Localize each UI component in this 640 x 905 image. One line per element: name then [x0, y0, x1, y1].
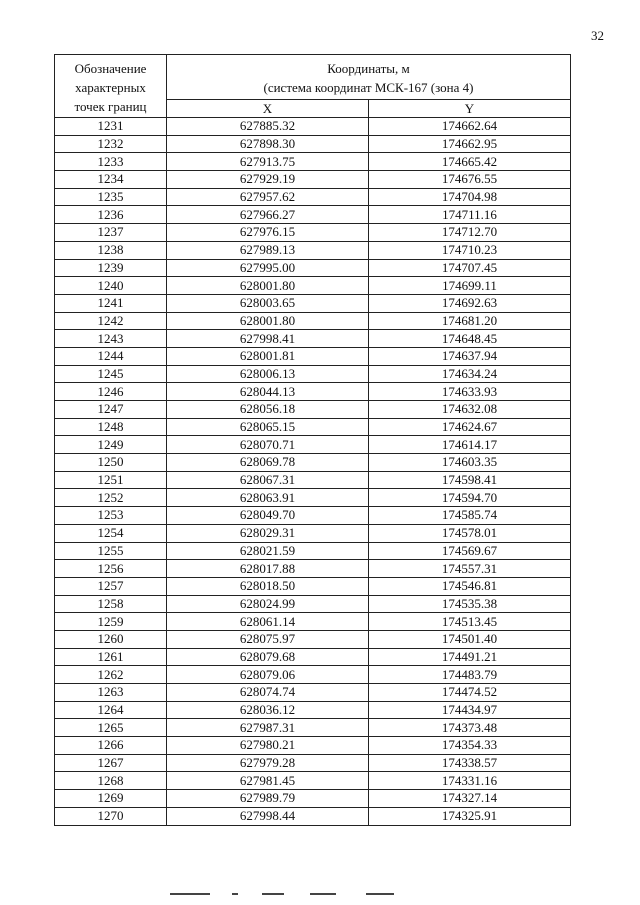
point-id-cell: 1233	[55, 153, 167, 171]
table-row	[55, 754, 571, 772]
point-id-cell: 1270	[55, 807, 167, 825]
x-coordinate-cell: 628079.06	[167, 666, 369, 684]
point-id-cell: 1263	[55, 684, 167, 702]
x-coordinate-cell: 628067.31	[167, 471, 369, 489]
x-coordinate-cell: 628079.68	[167, 648, 369, 666]
y-coordinate-cell: 174373.48	[369, 719, 571, 737]
table-row	[55, 259, 571, 277]
point-id-cell: 1240	[55, 277, 167, 295]
y-coordinate-cell: 174501.40	[369, 630, 571, 648]
point-id-cell: 1253	[55, 507, 167, 525]
x-coordinate-cell: 627957.62	[167, 188, 369, 206]
table-row	[55, 312, 571, 330]
table-row	[55, 772, 571, 790]
point-id-cell: 1258	[55, 595, 167, 613]
x-coordinate-cell: 627989.79	[167, 790, 369, 808]
table-row	[55, 577, 571, 595]
table-row	[55, 595, 571, 613]
y-coordinate-cell: 174676.55	[369, 171, 571, 189]
footer-scan-marks	[170, 893, 410, 899]
y-coordinate-cell: 174707.45	[369, 259, 571, 277]
point-id-cell: 1239	[55, 259, 167, 277]
x-coordinate-cell: 628001.81	[167, 347, 369, 365]
x-coordinate-cell: 628069.78	[167, 454, 369, 472]
point-id-cell: 1232	[55, 135, 167, 153]
table-row	[55, 171, 571, 189]
y-coordinate-cell: 174594.70	[369, 489, 571, 507]
y-coordinate-cell: 174327.14	[369, 790, 571, 808]
point-id-cell: 1260	[55, 630, 167, 648]
table-row	[55, 436, 571, 454]
x-coordinate-cell: 627998.41	[167, 330, 369, 348]
x-coordinate-cell: 628061.14	[167, 613, 369, 631]
table-row	[55, 489, 571, 507]
table-body	[55, 118, 571, 826]
y-coordinate-cell: 174474.52	[369, 684, 571, 702]
y-coordinate-cell: 174632.08	[369, 401, 571, 419]
point-id-cell: 1246	[55, 383, 167, 401]
coordinates-table	[54, 54, 571, 826]
y-coordinate-cell: 174633.93	[369, 383, 571, 401]
point-id-cell: 1265	[55, 719, 167, 737]
y-coordinate-cell: 174681.20	[369, 312, 571, 330]
point-id-cell: 1247	[55, 401, 167, 419]
table-row	[55, 224, 571, 242]
point-id-cell: 1257	[55, 577, 167, 595]
x-coordinate-cell: 628063.91	[167, 489, 369, 507]
x-coordinate-cell: 628017.88	[167, 560, 369, 578]
x-column-header: X	[167, 100, 369, 118]
table-row	[55, 241, 571, 259]
table-row	[55, 560, 571, 578]
table-row	[55, 630, 571, 648]
point-id-cell: 1267	[55, 754, 167, 772]
table-header	[55, 55, 571, 118]
y-coordinate-cell: 174665.42	[369, 153, 571, 171]
point-id-cell: 1238	[55, 241, 167, 259]
y-coordinate-cell: 174711.16	[369, 206, 571, 224]
table-row	[55, 648, 571, 666]
point-id-cell: 1241	[55, 294, 167, 312]
point-id-cell: 1236	[55, 206, 167, 224]
y-coordinate-cell: 174699.11	[369, 277, 571, 295]
y-coordinate-cell: 174585.74	[369, 507, 571, 525]
x-coordinate-cell: 628001.80	[167, 277, 369, 295]
table-row	[55, 666, 571, 684]
x-coordinate-cell: 627979.28	[167, 754, 369, 772]
point-id-cell: 1259	[55, 613, 167, 631]
table-row	[55, 153, 571, 171]
x-coordinate-cell: 627980.21	[167, 737, 369, 755]
table-row	[55, 737, 571, 755]
coordinates-header-line-1: Координаты, м	[327, 60, 410, 76]
table-row	[55, 188, 571, 206]
point-id-cell: 1269	[55, 790, 167, 808]
table-row	[55, 454, 571, 472]
y-coordinate-cell: 174513.45	[369, 613, 571, 631]
x-coordinate-cell: 628001.80	[167, 312, 369, 330]
point-id-cell: 1245	[55, 365, 167, 383]
y-coordinate-cell: 174603.35	[369, 454, 571, 472]
x-coordinate-cell: 628070.71	[167, 436, 369, 454]
x-coordinate-cell: 627885.32	[167, 118, 369, 136]
y-coordinate-cell: 174712.70	[369, 224, 571, 242]
point-id-cell: 1234	[55, 171, 167, 189]
table-row	[55, 294, 571, 312]
point-id-cell: 1256	[55, 560, 167, 578]
x-coordinate-cell: 628065.15	[167, 418, 369, 436]
x-coordinate-cell: 628036.12	[167, 701, 369, 719]
y-coordinate-cell: 174535.38	[369, 595, 571, 613]
coordinates-header-line-2: (система координат МСК-167 (зона 4)	[263, 79, 474, 95]
x-coordinate-cell: 627998.44	[167, 807, 369, 825]
table-row	[55, 807, 571, 825]
x-coordinate-cell: 627976.15	[167, 224, 369, 242]
y-coordinate-cell: 174692.63	[369, 294, 571, 312]
y-coordinate-cell: 174491.21	[369, 648, 571, 666]
x-coordinate-cell: 628003.65	[167, 294, 369, 312]
x-coordinate-cell: 627898.30	[167, 135, 369, 153]
x-coordinate-cell: 627966.27	[167, 206, 369, 224]
x-coordinate-cell: 628049.70	[167, 507, 369, 525]
x-coordinate-cell: 627989.13	[167, 241, 369, 259]
table-row	[55, 330, 571, 348]
y-coordinate-cell: 174662.64	[369, 118, 571, 136]
x-coordinate-cell: 627995.00	[167, 259, 369, 277]
point-id-cell: 1262	[55, 666, 167, 684]
point-id-cell: 1252	[55, 489, 167, 507]
y-coordinate-cell: 174704.98	[369, 188, 571, 206]
y-coordinate-cell: 174634.24	[369, 365, 571, 383]
y-coordinate-cell: 174338.57	[369, 754, 571, 772]
y-coordinate-cell: 174614.17	[369, 436, 571, 454]
x-coordinate-cell: 628024.99	[167, 595, 369, 613]
y-coordinate-cell: 174598.41	[369, 471, 571, 489]
point-id-cell: 1250	[55, 454, 167, 472]
table-row	[55, 719, 571, 737]
point-header-line-2: характерных	[75, 80, 146, 95]
x-coordinate-cell: 628021.59	[167, 542, 369, 560]
table-row	[55, 277, 571, 295]
table-row	[55, 118, 571, 136]
table-row	[55, 206, 571, 224]
y-coordinate-cell: 174331.16	[369, 772, 571, 790]
point-id-cell: 1261	[55, 648, 167, 666]
y-coordinate-cell: 174662.95	[369, 135, 571, 153]
point-id-cell: 1248	[55, 418, 167, 436]
x-coordinate-cell: 627987.31	[167, 719, 369, 737]
y-coordinate-cell: 174637.94	[369, 347, 571, 365]
y-coordinate-cell: 174546.81	[369, 577, 571, 595]
y-coordinate-cell: 174354.33	[369, 737, 571, 755]
table-row	[55, 418, 571, 436]
y-coordinate-cell: 174434.97	[369, 701, 571, 719]
y-coordinate-cell: 174557.31	[369, 560, 571, 578]
point-id-cell: 1242	[55, 312, 167, 330]
point-id-cell: 1244	[55, 347, 167, 365]
x-coordinate-cell: 627913.75	[167, 153, 369, 171]
table-row	[55, 347, 571, 365]
y-coordinate-cell: 174648.45	[369, 330, 571, 348]
x-coordinate-cell: 628056.18	[167, 401, 369, 419]
table-row	[55, 613, 571, 631]
point-id-cell: 1243	[55, 330, 167, 348]
y-column-header: Y	[369, 100, 571, 118]
table-row	[55, 135, 571, 153]
point-id-cell: 1264	[55, 701, 167, 719]
table-row	[55, 790, 571, 808]
table-row	[55, 383, 571, 401]
y-coordinate-cell: 174624.67	[369, 418, 571, 436]
x-coordinate-cell: 628074.74	[167, 684, 369, 702]
x-coordinate-cell: 627929.19	[167, 171, 369, 189]
point-column-header	[55, 55, 167, 118]
point-id-cell: 1255	[55, 542, 167, 560]
point-id-cell: 1268	[55, 772, 167, 790]
point-id-cell: 1231	[55, 118, 167, 136]
page-number: 32	[591, 28, 604, 43]
y-coordinate-cell: 174569.67	[369, 542, 571, 560]
table-row	[55, 471, 571, 489]
point-header-line-1: Обозначение	[74, 61, 147, 76]
x-coordinate-cell: 628029.31	[167, 524, 369, 542]
x-coordinate-cell: 628044.13	[167, 383, 369, 401]
point-id-cell: 1249	[55, 436, 167, 454]
point-id-cell: 1254	[55, 524, 167, 542]
point-id-cell: 1266	[55, 737, 167, 755]
table-row	[55, 365, 571, 383]
point-id-cell: 1237	[55, 224, 167, 242]
table-row	[55, 684, 571, 702]
point-header-line-3: точек границ	[74, 99, 147, 114]
x-coordinate-cell: 628075.97	[167, 630, 369, 648]
x-coordinate-cell: 628018.50	[167, 577, 369, 595]
x-coordinate-cell: 627981.45	[167, 772, 369, 790]
x-coordinate-cell: 628006.13	[167, 365, 369, 383]
coordinates-header	[167, 55, 571, 100]
y-coordinate-cell: 174483.79	[369, 666, 571, 684]
table-row	[55, 507, 571, 525]
table-row	[55, 701, 571, 719]
y-coordinate-cell: 174325.91	[369, 807, 571, 825]
table-row	[55, 401, 571, 419]
table-row	[55, 524, 571, 542]
point-id-cell: 1251	[55, 471, 167, 489]
point-id-cell: 1235	[55, 188, 167, 206]
table-row	[55, 542, 571, 560]
y-coordinate-cell: 174710.23	[369, 241, 571, 259]
y-coordinate-cell: 174578.01	[369, 524, 571, 542]
